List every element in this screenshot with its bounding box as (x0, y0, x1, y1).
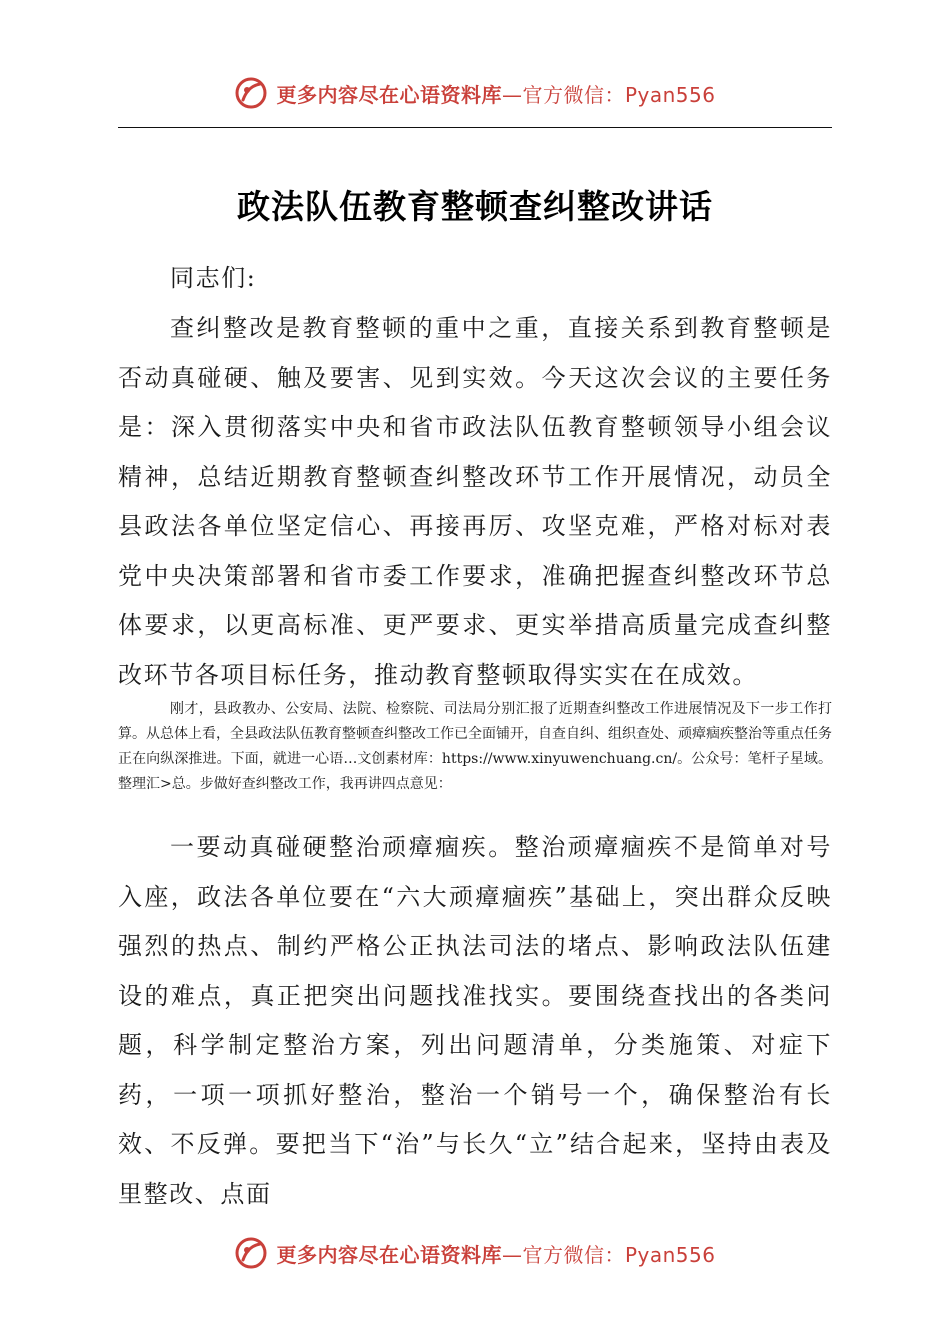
greeting: 同志们: (170, 264, 257, 292)
header-watermark (0, 73, 950, 113)
paragraph-1: 查纠整改是教育整顿的重中之重，直接关系到教育整顿是否动真碰硬、触及要害、见到实效。今天这次会议的主要任务是：深入贯彻落实中央和省市政法队伍教育整顿领导小组会议精神，总结近期教育整顿查纠整改环节工作开展情况，动员全县政法各单位坚定信心、再接再厉、攻坚克难，严格对标对表党中央决策部署和省市委工作要求，准确把握查纠整改环节总体要求，以更高标准、更严要求、更实举措高质量完成查纠整改环节各项目标任务，推动教育整顿取得实实在在成效。 (118, 314, 832, 689)
brand-logo-icon (234, 76, 268, 110)
paragraph-3: 一要动真碰硬整治顽瘴痼疾。整治顽瘴痼疾不是简单对号入座，政法各单位要在“六大顽瘴痼疾”基础上，突出群众反映强烈的热点、制约严格公正执法司法的堵点、影响政法队伍建设的难点，真正把突出问题找准找实。要围绕查找出的各类问题，科学制定整治方案，列出问题清单，分类施策、对症下药，一项一项抓好整治，整治一个销号一个，确保整治有长效、不反弹。要把当下“治”与长久“立”结合起来，坚持由表及里整改、点面 (118, 833, 832, 1208)
paragraph-2-small: 刚才，县政教办、公安局、法院、检察院、司法局分别汇报了近期查纠整改工作进展情况及下一步工作打算。从总体上看，全县政法队伍教育整顿查纠整改工作已全面铺开，自查自纠、组织查处、顽瘴痼疾整治等重点任务正在向纵深推进。下面，就进一心语…文创素材库：https://www.xinyuwenchuang.cn/。公众号：笔杆子星域。整理汇>总。步做好查纠整改工作，我再讲四点意见： (118, 701, 832, 792)
footer-watermark (0, 1233, 950, 1273)
watermark-text: 更多内容尽在心语资料库—官方微信：Pyan556 (276, 82, 716, 107)
watermark-text: 更多内容尽在心语资料库—官方微信：Pyan556 (276, 1242, 716, 1267)
document-title: 政法队伍教育整顿查纠整改讲话 (237, 187, 713, 226)
header-rule (118, 127, 832, 128)
brand-logo-icon (234, 1236, 268, 1270)
